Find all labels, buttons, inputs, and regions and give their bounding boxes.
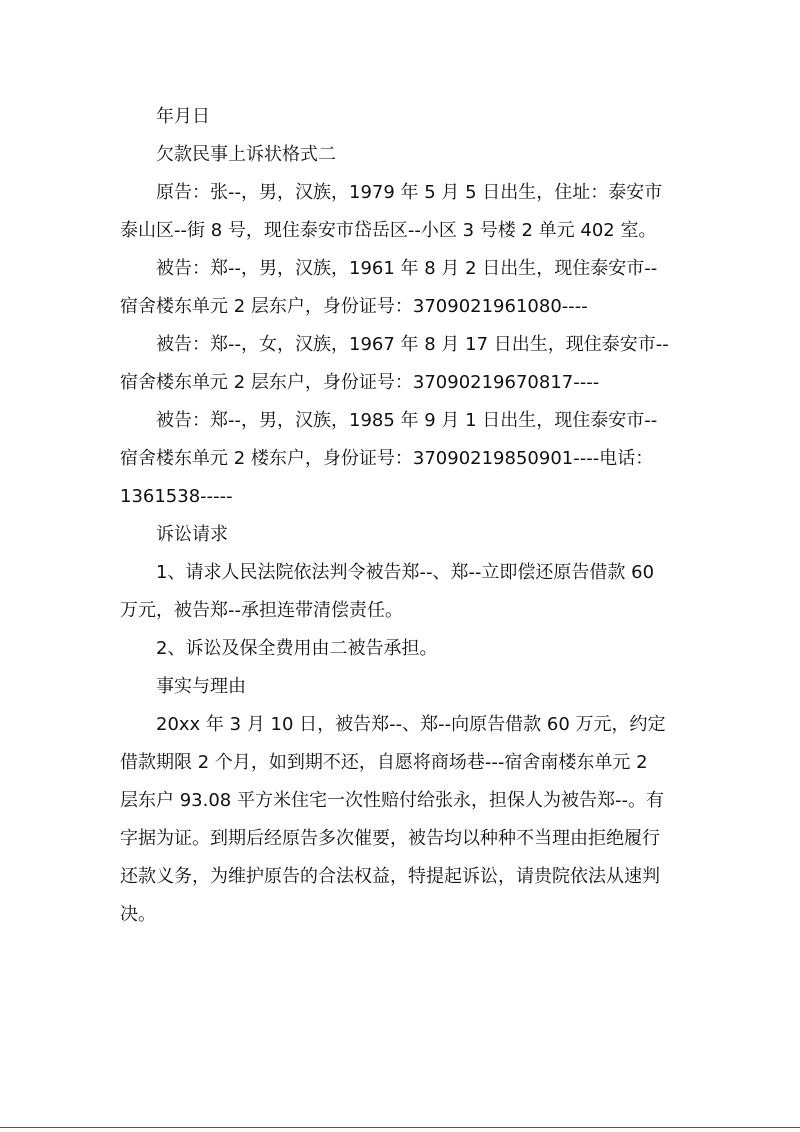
plaintiff-line-1: 原告：张--，男，汉族，1979 年 5 月 5 日出生，住址：泰安市 xyxy=(156,182,663,203)
defendant-3-line-1: 被告：郑--，男，汉族，1985 年 9 月 1 日出生，现住泰安市-- xyxy=(156,410,658,431)
claim-2: 2、诉讼及保全费用由二被告承担。 xyxy=(156,638,438,659)
facts-line-2: 借款期限 2 个月，如到期不还，自愿将商场巷---宿舍南楼东单元 2 xyxy=(120,752,648,773)
plaintiff-line-2: 泰山区--街 8 号，现住泰安市岱岳区--小区 3 号楼 2 单元 402 室。 xyxy=(120,220,657,241)
claims-heading: 诉讼请求 xyxy=(156,524,228,545)
facts-line-3: 层东户 93.08 平方米住宅一次性赔付给张永，担保人为被告郑--。有 xyxy=(120,790,664,811)
defendant-1-line-1: 被告：郑--，男，汉族，1961 年 8 月 2 日出生，现住泰安市-- xyxy=(156,258,658,279)
page-bottom-divider xyxy=(0,1127,800,1128)
claim-1-line-1: 1、请求人民法院依法判令被告郑--、郑--立即偿还原告借款 60 xyxy=(156,562,655,583)
facts-heading: 事实与理由 xyxy=(156,676,246,697)
facts-line-4: 字据为证。到期后经原告多次催要，被告均以种种不当理由拒绝履行 xyxy=(120,828,660,849)
defendant-3-line-2: 宿舍楼东单元 2 楼东户，身份证号：37090219850901----电话： xyxy=(120,448,654,469)
claim-1-line-2: 万元，被告郑--承担连带清偿责任。 xyxy=(120,600,403,621)
facts-line-6: 决。 xyxy=(120,904,156,925)
defendant-1-line-2: 宿舍楼东单元 2 层东户，身份证号：3709021961080---- xyxy=(120,296,588,317)
defendant-2-line-1: 被告：郑--，女，汉族，1967 年 8 月 17 日出生，现住泰安市-- xyxy=(156,334,669,355)
defendant-2-line-2: 宿舍楼东单元 2 层东户，身份证号：37090219670817---- xyxy=(120,372,600,393)
document-body xyxy=(120,98,690,934)
facts-line-1: 20xx 年 3 月 10 日，被告郑--、郑--向原告借款 60 万元，约定 xyxy=(156,714,666,735)
document-title: 欠款民事上诉状格式二 xyxy=(156,144,336,165)
defendant-3-line-3: 1361538----- xyxy=(120,486,233,507)
date-line: 年月日 xyxy=(156,106,210,127)
facts-line-5: 还款义务，为维护原告的合法权益，特提起诉讼，请贵院依法从速判 xyxy=(120,866,660,887)
